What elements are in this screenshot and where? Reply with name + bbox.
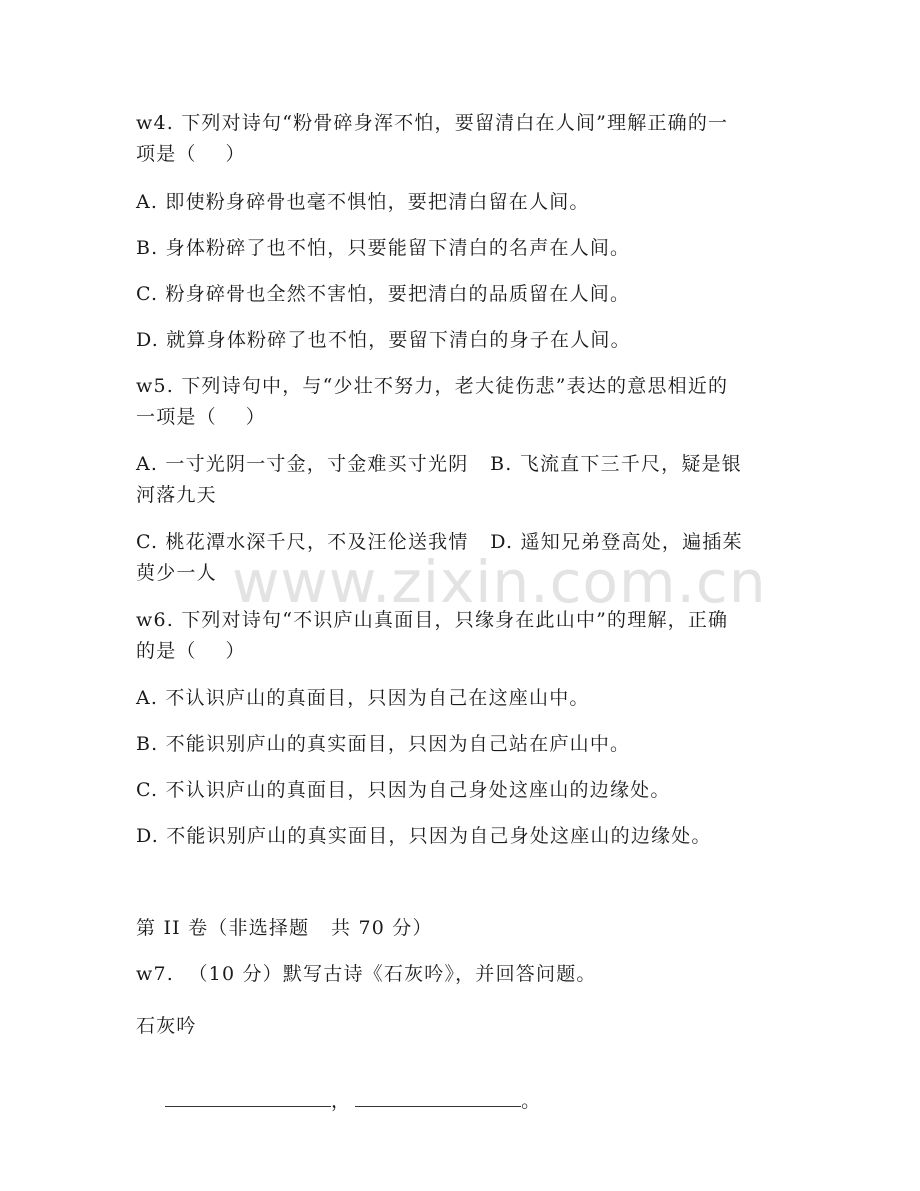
q6-option-c: C. 不认识庐山的真面目，只因为自己身处这座山的边缘处。 <box>136 779 671 801</box>
q5-options-cd-line1: C. 桃花潭水深千尺，不及汪伦送我情 D. 遥知兄弟登高处，遍插茱 <box>136 531 743 553</box>
q7-poem-title: 石灰吟 <box>136 1015 197 1037</box>
q6-option-a: A. 不认识庐山的真面目，只因为自己在这座山中。 <box>136 687 590 709</box>
q4-option-a: A. 即使粉身碎骨也毫不惧怕，要把清白留在人间。 <box>136 191 590 213</box>
q5-stem-line2: 一项是（ ） <box>136 406 266 428</box>
q5-options-ab-line1: A. 一寸光阴一寸金，寸金难买寸光阴 B. 飞流直下三千尺，疑是银 <box>136 453 742 475</box>
q6-option-b: B. 不能识别庐山的真实面目，只因为自己站在庐山中。 <box>136 733 631 755</box>
q4-stem-line1: w4. 下列对诗句“粉骨碎身浑不怕，要留清白在人间”理解正确的一 <box>136 112 729 134</box>
q4-stem-line2: 项是（ ） <box>136 143 246 165</box>
answer-blank-2[interactable] <box>355 1086 521 1107</box>
q4-option-d: D. 就算身体粉碎了也不怕，要留下清白的身子在人间。 <box>136 329 631 351</box>
section-2-heading: 第 II 卷（非选择题 共 70 分） <box>136 917 433 939</box>
q7-answer-line <box>136 1058 786 1143</box>
q5-options-cd-line2: 萸少一人 <box>136 562 217 584</box>
q7-stem: w7. （10 分）默写古诗《石灰吟》，并回答问题。 <box>136 963 597 985</box>
q4-option-c: C. 粉身碎骨也全然不害怕，要把清白的品质留在人间。 <box>136 283 631 305</box>
q5-options-ab-line2: 河落九天 <box>136 484 217 506</box>
answer-period: 。 <box>521 1090 542 1112</box>
q6-option-d: D. 不能识别庐山的真实面目，只因为自己身处这座山的边缘处。 <box>136 825 712 847</box>
q5-stem-line1: w5. 下列诗句中，与“少壮不努力，老大徒伤悲”表达的意思相近的 <box>136 375 729 397</box>
watermark-text: www.zixin.com.cn <box>232 548 767 616</box>
q6-stem-line1: w6. 下列对诗句“不识庐山真面目，只缘身在此山中”的理解，正确 <box>136 609 729 631</box>
answer-comma: ， <box>330 1090 352 1112</box>
answer-blank-1[interactable] <box>165 1086 331 1107</box>
q6-stem-line2: 的是（ ） <box>136 640 246 662</box>
q4-option-b: B. 身体粉碎了也不怕，只要能留下清白的名声在人间。 <box>136 237 631 259</box>
